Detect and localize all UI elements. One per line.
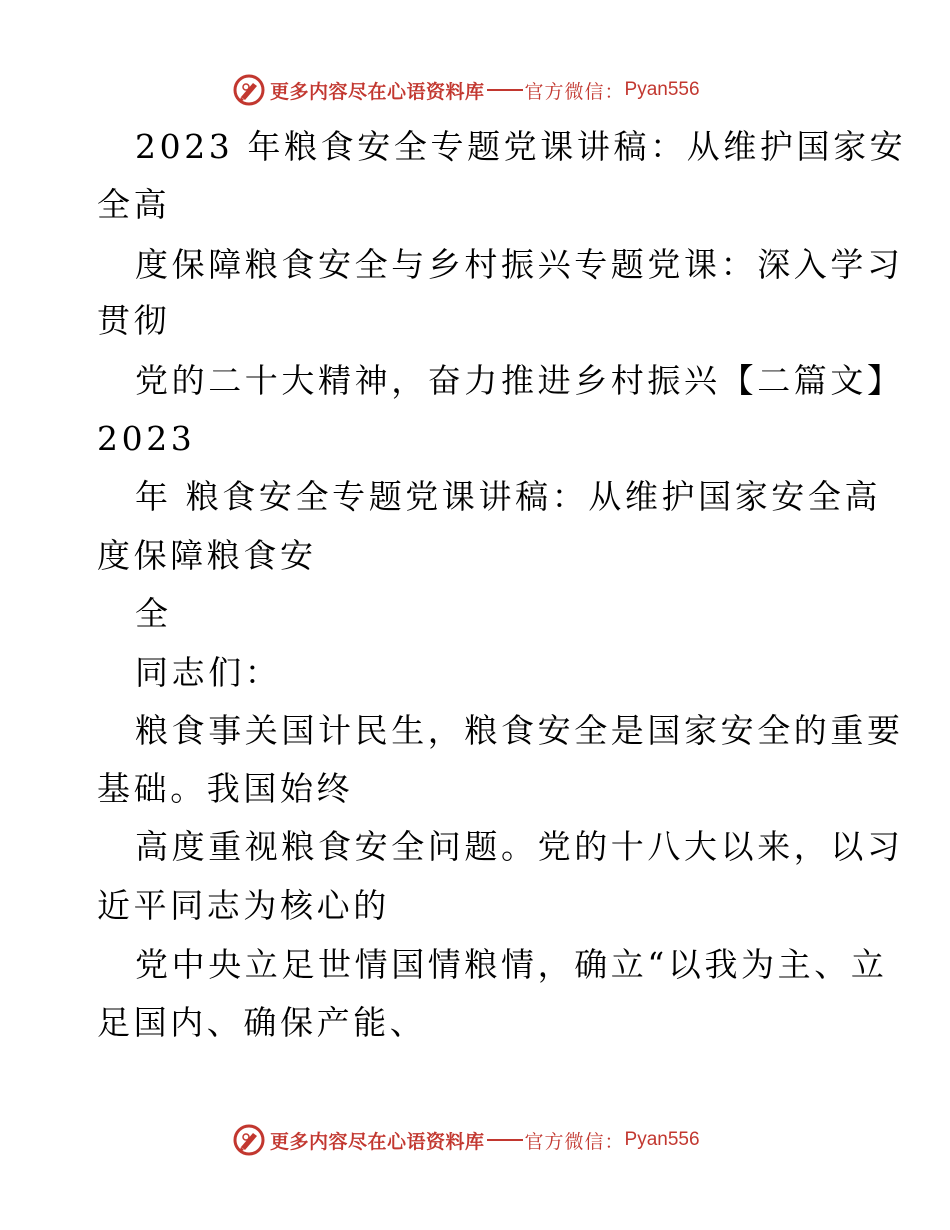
text-line: 2023 [97,419,196,458]
header-promo-text: 更多内容尽在心语资料库 [270,80,485,103]
text-line: 基础。我国始终 [97,769,354,808]
text-line: 年 粮食安全专题党课讲稿：从维护国家安全高 [135,477,882,516]
text-line: 近平同志为核心的 [97,886,390,925]
header-note-text: 官方微信： [524,80,625,103]
text-line: 高度重视粮食安全问题。党的十八大以来，以习 [135,827,904,866]
text-line: 足国内、确保产能、 [97,1003,427,1042]
footer-banner [0,1120,950,1160]
header-dash [487,89,523,91]
header-id-text: Pyan556 [624,79,700,100]
footer-id-text: Pyan556 [624,1129,700,1150]
text-line: 度保障粮食安全与乡村振兴专题党课：深入学习 [135,245,904,284]
text-line: 2023 年粮食安全专题党课讲稿：从维护国家安 [135,127,907,166]
text-line: 全 [135,594,172,633]
text-line: 粮食事关国计民生，粮食安全是国家安全的重要 [135,711,904,750]
footer-promo-text: 更多内容尽在心语资料库 [270,1130,485,1153]
text-line: 党的二十大精神，奋力推进乡村振兴【二篇文】 [135,361,904,400]
header-banner [0,70,950,110]
footer-dash [487,1139,523,1141]
pen-logo-icon [232,1123,266,1157]
pen-logo-icon [232,73,266,107]
text-line: 全高 [97,185,171,224]
footer-note-text: 官方微信： [524,1130,625,1153]
text-line: 党中央立足世情国情粮情，确立“以我为主、立 [135,945,888,984]
text-line: 度保障粮食安 [97,536,317,575]
text-line: 贯彻 [97,301,171,340]
text-line: 同志们： [135,653,282,692]
